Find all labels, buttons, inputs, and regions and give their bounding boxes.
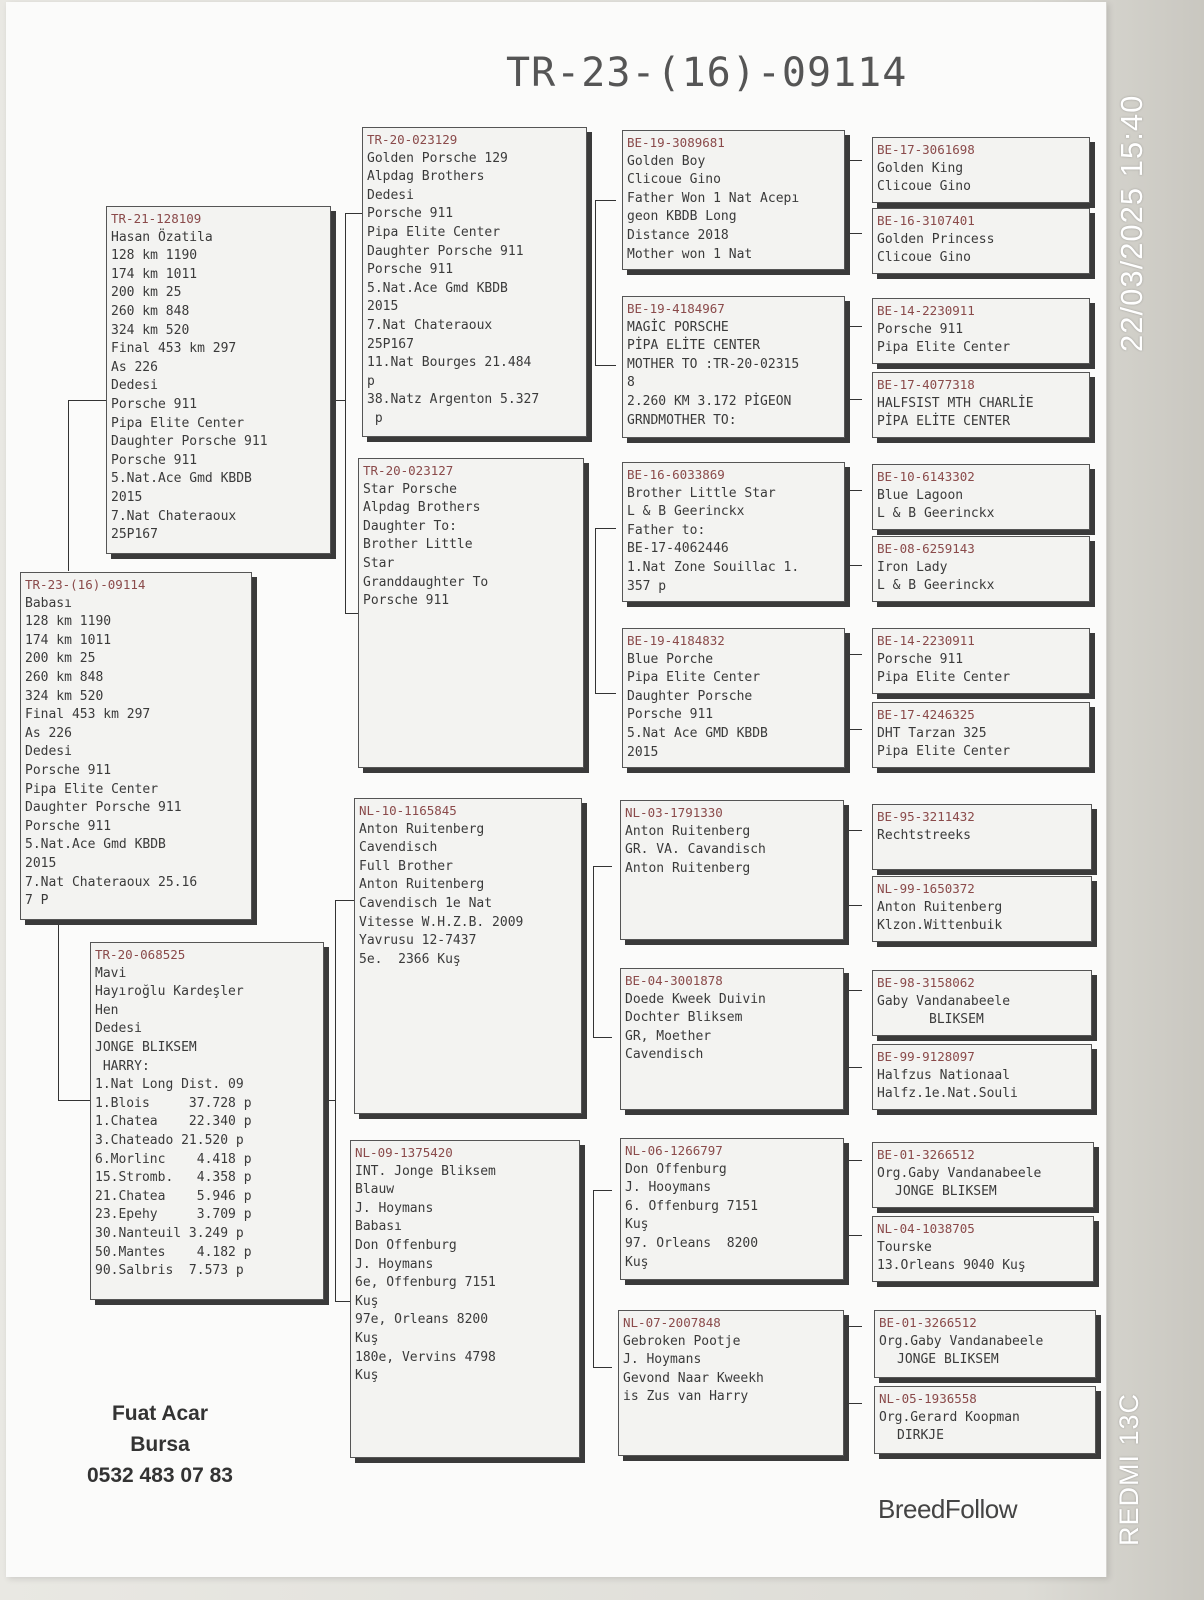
card-line: Anton Ruitenberg xyxy=(359,821,485,837)
card-line: 50.Mantes 4.182 p xyxy=(95,1244,252,1260)
card-line: 90.Salbris 7.573 p xyxy=(95,1263,244,1279)
ring-number: BE-04-3001878 xyxy=(625,973,723,988)
gg-grandparent-card xyxy=(872,536,1090,602)
gg-grandparent-card xyxy=(872,1216,1094,1282)
great-grandparent-card xyxy=(622,462,845,602)
ring-number: BE-19-4184832 xyxy=(627,633,725,648)
gg-grandparent-card xyxy=(874,1386,1096,1454)
ring-number: BE-99-9128097 xyxy=(877,1049,975,1064)
card-line: 21.Chatea 5.946 p xyxy=(95,1188,252,1204)
card-line: Anton Ruitenberg xyxy=(877,899,1003,915)
card-line: Golden King xyxy=(877,160,964,176)
connector xyxy=(595,200,616,366)
card-line: 7 P xyxy=(25,893,49,909)
ring-number: BE-01-3266512 xyxy=(877,1147,975,1162)
connector xyxy=(845,990,862,1068)
card-line: Org.Gerard Koopman xyxy=(879,1409,1020,1425)
card-line: Kuş xyxy=(355,1368,379,1384)
connector xyxy=(845,1160,862,1236)
great-grandparent-card xyxy=(620,800,844,940)
card-line: L & B Geerinckx xyxy=(877,506,995,522)
grandparent-card xyxy=(358,458,584,768)
gg-grandparent-card xyxy=(872,208,1090,274)
card-line: Porsche 911 xyxy=(367,262,454,278)
gg-grandparent-card xyxy=(872,970,1092,1036)
great-grandparent-card xyxy=(620,968,844,1110)
card-line: Anton Ruitenberg xyxy=(625,860,751,876)
card-line: Porsche 911 xyxy=(25,762,112,778)
card-line: Blue Lagoon xyxy=(877,487,964,503)
card-line: 5.Nat.Ace Gmd KBDB xyxy=(111,471,252,487)
great-grandparent-card xyxy=(622,296,845,438)
card-line: 260 km 848 xyxy=(111,303,190,319)
card-line: 1.Nat Long Dist. 09 xyxy=(95,1077,244,1093)
connector xyxy=(593,866,612,1038)
gg-grandparent-card xyxy=(872,876,1092,942)
card-line: Doede Kweek Duivin xyxy=(625,991,766,1007)
card-line: PİPA ELİTE CENTER xyxy=(877,414,1011,430)
card-line: Daughter To: xyxy=(363,518,457,534)
card-line: 5.Nat.Ace Gmd KBDB xyxy=(25,837,166,853)
card-line: 200 km 25 xyxy=(25,651,96,667)
card-line: Final 453 km 297 xyxy=(25,707,151,723)
great-grandparent-card xyxy=(618,1310,844,1456)
great-grandparent-card xyxy=(620,1138,844,1280)
card-line: 13.Orleans 9040 Kuş xyxy=(877,1258,1026,1274)
gg-grandparent-card xyxy=(872,1142,1094,1208)
card-line: Dedesi xyxy=(25,744,72,760)
card-line: Golden Porsche 129 xyxy=(367,150,508,166)
card-line: Pipa Elite Center xyxy=(877,744,1011,760)
breeder-contact xyxy=(70,1398,250,1491)
card-line: Rechtstreeks xyxy=(877,827,971,843)
card-line: Babası xyxy=(25,595,72,611)
grandparent-card xyxy=(350,1140,580,1458)
connector xyxy=(845,830,862,906)
card-line: Cavendisch 1e Nat xyxy=(359,895,493,911)
card-line: Brother Little Star xyxy=(627,485,776,501)
breeder-phone: 0532 483 07 83 xyxy=(87,1464,233,1487)
card-line: MAGİC PORSCHE xyxy=(627,319,729,335)
ring-number: NL-04-1038705 xyxy=(877,1221,975,1236)
ring-number: NL-09-1375420 xyxy=(355,1145,453,1160)
ring-number: TR-23-(16)-09114 xyxy=(25,577,146,592)
gg-grandparent-card xyxy=(872,1044,1092,1110)
card-line: Brother Little xyxy=(363,537,473,553)
ring-number: NL-03-1791330 xyxy=(625,805,723,820)
ring-number: BE-17-3061698 xyxy=(877,142,975,157)
card-line: Final 453 km 297 xyxy=(111,341,237,357)
card-line: 174 km 1011 xyxy=(111,266,198,282)
card-line: GR. VA. Cavandisch xyxy=(625,842,766,858)
card-line: Anton Ruitenberg xyxy=(359,877,485,893)
sheet-title: TR-23-(16)-09114 xyxy=(506,50,908,96)
card-line: 15.Stromb. 4.358 p xyxy=(95,1170,252,1186)
card-line: Iron Lady xyxy=(877,559,948,575)
dam-card xyxy=(90,942,324,1300)
card-line: 2015 xyxy=(367,299,399,315)
card-line: Father Won 1 Nat Acepı xyxy=(627,190,800,206)
connector xyxy=(68,400,107,571)
card-line: J. Hoymans xyxy=(355,1200,434,1216)
card-line: J. Hoymans xyxy=(623,1352,702,1368)
card-line: 38.Natz Argenton 5.327 xyxy=(367,392,540,408)
card-line: 1.Nat Zone Souillac 1. xyxy=(627,559,800,575)
ring-number: BE-95-3211432 xyxy=(877,809,975,824)
card-line: Daughter Porsche xyxy=(627,688,753,704)
ring-number: BE-14-2230911 xyxy=(877,633,975,648)
gg-grandparent-card xyxy=(872,804,1092,870)
card-line: 324 km 520 xyxy=(25,688,104,704)
ring-number: BE-10-6143302 xyxy=(877,469,975,484)
card-line: Granddaughter To xyxy=(363,574,489,590)
connector xyxy=(845,326,862,400)
card-line: 128 km 1190 xyxy=(25,614,112,630)
card-line: 174 km 1011 xyxy=(25,632,112,648)
card-line: 23.Epehy 3.709 p xyxy=(95,1207,252,1223)
card-line: 3.Chateado 21.520 p xyxy=(95,1132,244,1148)
card-line: 5.Nat.Ace Gmd KBDB xyxy=(367,280,508,296)
card-line: 128 km 1190 xyxy=(111,248,198,264)
card-line: Mother won 1 Nat xyxy=(627,246,753,262)
card-line: J. Hoymans xyxy=(355,1256,434,1272)
card-line: is Zus van Harry xyxy=(623,1389,749,1405)
gg-grandparent-card xyxy=(874,1310,1096,1378)
card-line: Hasan Özatila xyxy=(111,229,213,245)
card-line: L & B Geerinckx xyxy=(877,578,995,594)
card-line: GRNDMOTHER TO: xyxy=(627,412,737,428)
ring-number: NL-05-1936558 xyxy=(879,1391,977,1406)
card-line: 2015 xyxy=(25,855,57,871)
card-line: DIRKJE xyxy=(897,1428,944,1444)
card-line: Hen xyxy=(95,1002,119,1018)
card-line: 5e. 2366 Kuş xyxy=(359,951,461,967)
card-line: INT. Jonge Bliksem xyxy=(355,1163,496,1179)
card-line: Mavi xyxy=(95,965,127,981)
card-line: Kuş xyxy=(625,1254,649,1270)
card-line: 200 km 25 xyxy=(111,285,182,301)
card-line: geon KBDB Long xyxy=(627,209,737,225)
card-line: Blauw xyxy=(355,1182,395,1198)
card-line: HARRY: xyxy=(95,1058,150,1074)
card-line: p xyxy=(367,373,375,389)
card-line: As 226 xyxy=(111,359,158,375)
card-line: Don Offenburg xyxy=(355,1237,457,1253)
card-line: Halfz.1e.Nat.Souli xyxy=(877,1086,1018,1102)
card-line: Org.Gaby Vandanabeele xyxy=(879,1333,1044,1349)
card-line: Blue Porche xyxy=(627,651,714,667)
card-line: 8 xyxy=(627,375,635,391)
ring-number: BE-17-4246325 xyxy=(877,707,975,722)
card-line: Halfzus Nationaal xyxy=(877,1067,1011,1083)
card-line: Porsche 911 xyxy=(111,396,198,412)
ring-number: NL-06-1266797 xyxy=(625,1143,723,1158)
card-line: Distance 2018 xyxy=(627,227,729,243)
card-line: Daughter Porsche 911 xyxy=(111,434,268,450)
card-line: Clicoue Gino xyxy=(877,179,971,195)
card-line: Babası xyxy=(355,1219,402,1235)
card-line: Gaby Vandanabeele xyxy=(877,993,1011,1009)
card-line: 7.Nat Chateraoux xyxy=(367,317,493,333)
card-line: 6.Morlinc 4.418 p xyxy=(95,1151,252,1167)
card-line: JONGE BLIKSEM xyxy=(897,1352,999,1368)
connector xyxy=(593,1190,612,1368)
card-line: 5.Nat Ace GMD KBDB xyxy=(627,725,768,741)
card-line: 11.Nat Bourges 21.484 xyxy=(367,355,532,371)
gg-grandparent-card xyxy=(872,137,1090,203)
card-line: Father to: xyxy=(627,522,706,538)
card-line: 2015 xyxy=(111,489,143,505)
ring-number: BE-14-2230911 xyxy=(877,303,975,318)
card-line: Pipa Elite Center xyxy=(111,415,245,431)
card-line: 25P167 xyxy=(367,336,414,352)
photo-device-stamp: REDMI 13C xyxy=(1114,1392,1144,1546)
connector xyxy=(845,1326,862,1404)
card-line: GR, Moether xyxy=(625,1028,712,1044)
card-line: Alpdag Brothers xyxy=(363,500,481,516)
sire-card xyxy=(106,206,331,554)
card-line: Clicoue Gino xyxy=(627,172,721,188)
card-line: BE-17-4062446 xyxy=(627,541,729,557)
card-line: BLIKSEM xyxy=(929,1012,984,1028)
card-line: 2.260 KM 3.172 PİGEON xyxy=(627,393,792,409)
card-line: Pipa Elite Center xyxy=(877,670,1011,686)
connector xyxy=(845,160,862,234)
breeder-city: Bursa xyxy=(130,1433,190,1456)
ring-number: NL-07-2007848 xyxy=(623,1315,721,1330)
card-line: Clicoue Gino xyxy=(877,250,971,266)
card-line: Gevond Naar Kweekh xyxy=(623,1370,764,1386)
card-line: Daughter Porsche 911 xyxy=(367,243,524,259)
card-line: JONGE BLIKSEM xyxy=(95,1039,197,1055)
card-line: L & B Geerinckx xyxy=(627,504,745,520)
card-line: J. Hooymans xyxy=(625,1180,712,1196)
card-line: DHT Tarzan 325 xyxy=(877,725,987,741)
card-line: Klzon.Wittenbuik xyxy=(877,918,1003,934)
card-line: 1.Blois 37.728 p xyxy=(95,1095,252,1111)
card-line: Star xyxy=(363,555,395,571)
ring-number: BE-01-3266512 xyxy=(879,1315,977,1330)
card-line: Anton Ruitenberg xyxy=(625,823,751,839)
card-line: Star Porsche xyxy=(363,481,457,497)
gg-grandparent-card xyxy=(872,464,1090,530)
great-grandparent-card xyxy=(622,628,845,768)
card-line: 97e, Orleans 8200 xyxy=(355,1312,489,1328)
card-line: Pipa Elite Center xyxy=(367,224,501,240)
card-line: 7.Nat Chateraoux 25.16 xyxy=(25,874,198,890)
card-line: Vitesse W.H.Z.B. 2009 xyxy=(359,914,524,930)
ring-number: BE-16-3107401 xyxy=(877,213,975,228)
great-grandparent-card xyxy=(622,130,845,270)
photo-date-stamp: 22/03/2025 15:40 xyxy=(1114,94,1149,352)
connector xyxy=(595,528,616,694)
ring-number: TR-21-128109 xyxy=(111,211,202,226)
card-line: Alpdag Brothers xyxy=(367,169,485,185)
ring-number: BE-19-3089681 xyxy=(627,135,725,150)
card-line: JONGE BLIKSEM xyxy=(895,1184,997,1200)
ring-number: NL-99-1650372 xyxy=(877,881,975,896)
card-line: 97. Orleans 8200 xyxy=(625,1235,759,1251)
card-line: Porsche 911 xyxy=(627,707,714,723)
card-line: Gebroken Pootje xyxy=(623,1333,741,1349)
gg-grandparent-card xyxy=(872,702,1090,768)
ring-number: TR-20-068525 xyxy=(95,947,186,962)
card-line: Porsche 911 xyxy=(111,452,198,468)
card-line: p xyxy=(367,410,383,426)
card-line: Cavendisch xyxy=(625,1047,704,1063)
grandparent-card xyxy=(354,798,582,1114)
card-line: 7.Nat Chateraoux xyxy=(111,508,237,524)
card-line: Dedesi xyxy=(95,1021,142,1037)
card-line: Hayıroğlu Kardeşler xyxy=(95,984,244,1000)
card-line: 324 km 520 xyxy=(111,322,190,338)
card-line: Full Brother xyxy=(359,858,453,874)
ring-number: BE-16-6033869 xyxy=(627,467,725,482)
breeder-name: Fuat Acar xyxy=(111,1402,209,1425)
card-line: Golden Boy xyxy=(627,153,706,169)
card-line: Kuş xyxy=(625,1217,649,1233)
card-line: Dedesi xyxy=(367,187,414,203)
card-line: Don Offenburg xyxy=(625,1161,727,1177)
card-line: Porsche 911 xyxy=(877,321,964,337)
ring-number: TR-20-023127 xyxy=(363,463,454,478)
card-line: 180e, Vervins 4798 xyxy=(355,1349,496,1365)
card-line: Pipa Elite Center xyxy=(877,340,1011,356)
card-line: Dedesi xyxy=(111,378,158,394)
brand-logo: BreedFollow xyxy=(878,1494,1018,1524)
card-line: MOTHER TO :TR-20-02315 xyxy=(627,356,800,372)
card-line: Org.Gaby Vandanabeele xyxy=(877,1165,1042,1181)
gg-grandparent-card xyxy=(872,628,1090,694)
card-line: Kuş xyxy=(355,1330,379,1346)
card-line: Pipa Elite Center xyxy=(627,670,761,686)
card-line: Porsche 911 xyxy=(363,593,450,609)
card-line: Yavrusu 12-7437 xyxy=(359,933,477,949)
card-line: Cavendisch xyxy=(359,840,438,856)
ring-number: BE-19-4184967 xyxy=(627,301,725,316)
card-line: Porsche 911 xyxy=(25,818,112,834)
grandparent-card xyxy=(362,127,587,437)
card-line: 25P167 xyxy=(111,527,158,543)
card-line: Golden Princess xyxy=(877,231,995,247)
card-line: Porsche 911 xyxy=(877,651,964,667)
ring-number: TR-20-023129 xyxy=(367,132,458,147)
ring-number: NL-10-1165845 xyxy=(359,803,457,818)
card-line: 6. Offenburg 7151 xyxy=(625,1198,759,1214)
card-line: Tourske xyxy=(877,1239,932,1255)
card-line: 357 p xyxy=(627,578,667,594)
connector xyxy=(845,654,862,730)
card-line: PİPA ELİTE CENTER xyxy=(627,338,761,354)
card-line: As 226 xyxy=(25,725,72,741)
ring-number: BE-08-6259143 xyxy=(877,541,975,556)
card-line: 6e, Offenburg 7151 xyxy=(355,1275,496,1291)
ring-number: BE-17-4077318 xyxy=(877,377,975,392)
card-line: Daughter Porsche 911 xyxy=(25,800,182,816)
subject-pigeon-card xyxy=(20,572,252,920)
card-line: Dochter Bliksem xyxy=(625,1010,743,1026)
card-line: Kuş xyxy=(355,1293,379,1309)
card-line: HALFSIST MTH CHARLİE xyxy=(877,395,1034,411)
card-line: Pipa Elite Center xyxy=(25,781,159,797)
card-line: 30.Nanteuil 3.249 p xyxy=(95,1225,244,1241)
card-line: 260 km 848 xyxy=(25,669,104,685)
card-line: 2015 xyxy=(627,744,659,760)
connector xyxy=(845,490,862,566)
card-line: 1.Chatea 22.340 p xyxy=(95,1114,252,1130)
gg-grandparent-card xyxy=(872,298,1090,364)
gg-grandparent-card xyxy=(872,372,1090,438)
card-line: Porsche 911 xyxy=(367,206,454,222)
ring-number: BE-98-3158062 xyxy=(877,975,975,990)
